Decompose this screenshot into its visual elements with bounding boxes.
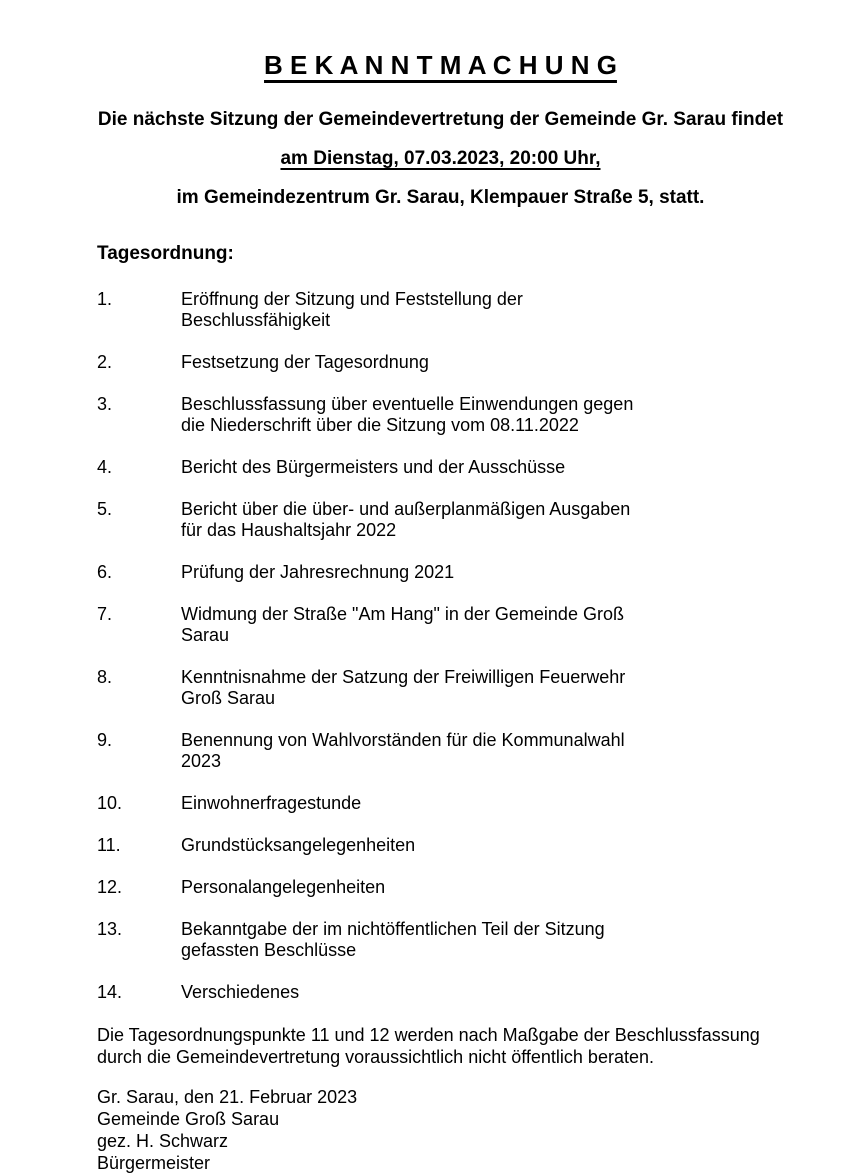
agenda-item-number: 6. bbox=[97, 562, 113, 582]
agenda-item-text: Beschlussfassung über eventuelle Einwendungen gegen die Niederschrift über die Sitzung vom 08.11.2022 bbox=[181, 394, 634, 435]
agenda-item-number: 9. bbox=[97, 730, 113, 750]
agenda-item-number: 14. bbox=[97, 982, 123, 1002]
agenda-item-text: Bekanntgabe der im nichtöffentlichen Teil der Sitzung gefassten Beschlüsse bbox=[181, 919, 605, 960]
agenda-item-9 bbox=[97, 730, 784, 772]
agenda-item-text: Verschiedenes bbox=[181, 982, 300, 1002]
agenda-item-text: Eröffnung der Sitzung und Feststellung der Beschlussfähigkeit bbox=[181, 289, 523, 330]
agenda-item-text: Bericht über die über- und außerplanmäßigen Ausgaben für das Haushaltsjahr 2022 bbox=[181, 499, 631, 540]
intro-line-date bbox=[97, 147, 784, 171]
agenda-item-text: Benennung von Wahlvorständen für die Kommunalwahl 2023 bbox=[181, 730, 625, 771]
intro-line-sitzung: Die nächste Sitzung der Gemeindevertretung der Gemeinde Gr. Sarau findet bbox=[97, 109, 784, 130]
agenda-item-8 bbox=[97, 667, 784, 709]
agenda-item-number: 13. bbox=[97, 919, 123, 939]
document-title-text: B E K A N N T M A C H U N G bbox=[264, 50, 617, 80]
agenda-item-13 bbox=[97, 919, 784, 961]
signature-signed-by: gez. H. Schwarz bbox=[97, 1131, 229, 1151]
intro-line-location: im Gemeindezentrum Gr. Sarau, Klempauer Straße 5, statt. bbox=[176, 187, 705, 208]
signature-place-date: Gr. Sarau, den 21. Februar 2023 bbox=[97, 1087, 358, 1107]
document-title bbox=[97, 48, 784, 82]
agenda-item-4 bbox=[97, 457, 784, 478]
agenda-item-14 bbox=[97, 982, 784, 1003]
agenda-item-2 bbox=[97, 352, 784, 373]
agenda-item-number: 8. bbox=[97, 667, 113, 687]
agenda-item-text: Grundstücksangelegenheiten bbox=[181, 835, 416, 855]
agenda-item-number: 3. bbox=[97, 394, 113, 414]
agenda-item-number: 1. bbox=[97, 289, 113, 309]
agenda-list bbox=[97, 289, 784, 1003]
agenda-item-text: Kenntnisnahme der Satzung der Freiwilligen Feuerwehr Groß Sarau bbox=[181, 667, 626, 708]
agenda-item-12 bbox=[97, 877, 784, 898]
agenda-item-number: 10. bbox=[97, 793, 123, 813]
signature-role: Bürgermeister bbox=[97, 1153, 211, 1173]
agenda-item-text: Festsetzung der Tagesordnung bbox=[181, 352, 429, 372]
agenda-item-text: Personalangelegenheiten bbox=[181, 877, 386, 897]
agenda-item-number: 5. bbox=[97, 499, 113, 519]
agenda-item-text: Bericht des Bürgermeisters und der Ausschüsse bbox=[181, 457, 566, 477]
agenda-item-text: Widmung der Straße "Am Hang" in der Gemeinde Groß Sarau bbox=[181, 604, 624, 645]
agenda-item-1 bbox=[97, 289, 784, 331]
agenda-item-number: 12. bbox=[97, 877, 123, 897]
non-public-note: Die Tagesordnungspunkte 11 und 12 werden nach Maßgabe der Beschlussfassung durch die Gemeindevertretung voraussichtlich nicht öffentlich beraten. bbox=[97, 1025, 760, 1067]
signature-municipality: Gemeinde Groß Sarau bbox=[97, 1109, 280, 1129]
agenda-item-text: Prüfung der Jahresrechnung 2021 bbox=[181, 562, 455, 582]
agenda-item-5 bbox=[97, 499, 784, 541]
agenda-item-6 bbox=[97, 562, 784, 583]
agenda-item-number: 2. bbox=[97, 352, 113, 372]
agenda-item-3 bbox=[97, 394, 784, 436]
signature-block bbox=[97, 1086, 784, 1174]
agenda-item-number: 7. bbox=[97, 604, 113, 624]
agenda-item-text: Einwohnerfragestunde bbox=[181, 793, 362, 813]
agenda-item-7 bbox=[97, 604, 784, 646]
agenda-item-10 bbox=[97, 793, 784, 814]
meeting-datetime: am Dienstag, 07.03.2023, 20:00 Uhr, bbox=[280, 148, 601, 169]
agenda-item-number: 4. bbox=[97, 457, 113, 477]
agenda-item-11 bbox=[97, 835, 784, 856]
agenda-item-number: 11. bbox=[97, 835, 121, 855]
agenda-heading: Tagesordnung: bbox=[97, 243, 234, 264]
